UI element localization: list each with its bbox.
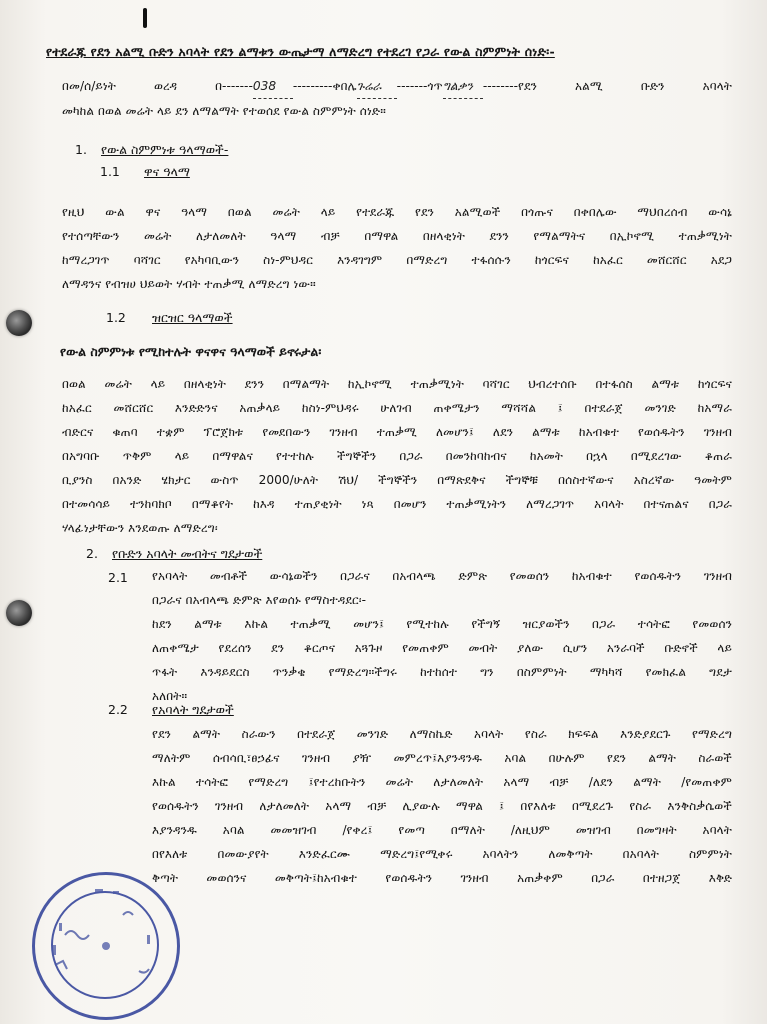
section-1-1-heading: 1.1 ዋና ዓላማ xyxy=(100,164,190,179)
paragraph-line: ለማዳንና የብዝሀ ህይወት ሃብት ተጠቃሚ ለማድረግ ነው። xyxy=(62,277,316,291)
section-2-2-heading: የአባላት ግደታወች xyxy=(152,702,234,717)
section-2-2-body xyxy=(152,722,732,890)
section-2-1-heading: የአባላት መብቶች ውሳኔወችን በጋራና በአብላጫ ድምጽ የመወሰን ከአብቁተ የወሰዱትን ገንዘብ xyxy=(152,569,732,583)
section-1-1-body xyxy=(62,200,732,296)
paragraph-line: በየእለቱ በመውያየት እንድፈርሙ ማድረግ፤የሚቀሩ አባላትን ለመቅጣት በአባላት ስምምነት xyxy=(152,847,732,861)
section-1-2-lead: የውል ስምምነቱ የሚከተሉት ዋናዋና ዓላማወች ይኖሩታል፡ xyxy=(60,344,322,359)
section-2-1-body xyxy=(152,564,732,708)
intro-line-2: መካከል በወል መሬት ላይ ደን ለማልማት የተወሰደ የውል ስምምነት ሰነድ። xyxy=(62,104,386,118)
paragraph-line: አለበት። xyxy=(152,689,188,703)
section-1-2-heading: 1.2 ዝርዝር ዓላማወች xyxy=(106,310,233,325)
paragraph-line: በወል መሬት ላይ በዘላቂነት ደንን በማልማት ከኢኮኖሚ ተጠቃሚነት ባሻገር ህብረተሰቡ በተፋሰስ ልማቱ ከጎርፍና xyxy=(62,377,732,391)
official-seal-icon xyxy=(32,872,180,1020)
document-title: የተደራጁ የደን አልሚ ቡድን አባላት የደን ልማቱን ውጤታማ ለማድረግ የተደረገ የጋራ የውል ስምምነት ሰነድ፡- xyxy=(46,44,555,59)
section-2-2-number: 2.2 xyxy=(108,702,128,717)
section-1-2-body xyxy=(62,372,732,540)
paragraph-line: ብድርና ቁጠባ ተቋም ፕሮጀክቱ የመደበውን ገንዘብ ተጠቃሚ ለመሆን፤ ለደን ልማቱ ከአብቁተ የወሰዱትን ገንዘብ xyxy=(62,425,732,439)
paragraph-line: እኩል ተሳትፎ የማድረግ ፤የተረከቡትን መሬት ለታለመለት አላማ ብቻ /ለደን ልማት /የመጠቀም xyxy=(152,775,732,789)
paragraph-line: ማለትም ሰብሳቢ፣ፀኃፊና ገንዘብ ያዥ መምረጥ፤እያንዳንዱ አባል በሁሉም የደን ልማት ስራወች xyxy=(152,751,732,765)
paragraph-line: የወሰዱትን ገንዘብ ለታለመለት አላማ ብቻ ሊያውሉ ማዋል ፤ በየእለቱ በሚደረጉ የስራ እንቅስቃሴወች xyxy=(152,799,732,813)
kebele-field: ጉሬራ xyxy=(357,74,397,99)
intro-line-1: በመ/ሰ/ይነት ወረዳ በ-------038 ---------ቀበሌጉሬራ -------ጎጥግልቃን --------የደን አልሚ ቡድን አባላት xyxy=(62,74,732,99)
paragraph-line: የተሰጣቸውን መሬት ለታለመለት ዓላማ ብቻ በማዋል በዘላቂነት ደንን የማልማትና በኢኮኖሚ ተጠቃሚነት xyxy=(62,229,732,243)
section-2-heading: 2. የቡድን አባላት መብትና ግደታወች xyxy=(86,546,263,561)
intro-paragraph xyxy=(62,74,732,123)
section-1-heading: 1. የውል ስምምነቱ ዓላማወች- xyxy=(75,142,229,157)
paragraph-line: ከአፈር መሸርሸር እንድድንና አጠቃላይ ከስነ-ምህዳሩ ሁለገብ ጠቀሜታን ማሻሻል ፤ በተደራጀ መንገድ ከአማራ xyxy=(62,401,732,415)
paragraph-line: በጋራና በአብላጫ ድምጽ እየወሰኑ የማስተዳደር፡- xyxy=(152,593,367,607)
paragraph-line: ቢያንስ በአንድ ሄክታር ውስጥ 2000/ሁለት ሽህ/ ችግኞችን በማጽደቅና ችግኞቹ በሰስተኛውና አስረኛው ዓመትም xyxy=(62,473,732,487)
number-field: 038 xyxy=(253,74,293,99)
got-field: ግልቃን xyxy=(443,74,483,99)
paragraph-line: ከማረጋገጥ ባሻገር የአካባቢውን ስነ-ምህዳር እንዳገግም በማድረግ ተፋሰሱን ከጎርፍና ከአፈር መሸርሸር አደጋ xyxy=(62,253,732,267)
ink-mark xyxy=(143,8,147,28)
paragraph-line: ቅጣት መወሰንና መቅጣት፤ከአብቁተ የወሰዱትን ገንዘብ አጠቃቀም በጋራ በተዘጋጀ እቅድ xyxy=(152,871,732,885)
paragraph-line: እያንዳንዱ አባል መመዝገብ /የቀረ፤ የመጣ በማለት /ለዚህም መዝገብ በመግዛት አባላት xyxy=(152,823,732,837)
paragraph-line: ለጠቀሜታ የደረሰን ደን ቆርጦና አጓጉዞ የመጠቀም መብት ያለው ሲሆን አንራባች ቡድኖች ላይ xyxy=(152,641,732,655)
paragraph-line: የደን ልማት ስራውን በተደራጀ መንገድ ለማስኬድ አባላት የስራ ክፍፍል እንድያደርጉ የማድረግ xyxy=(152,727,732,741)
section-2-1-number: 2.1 xyxy=(108,570,128,585)
punch-hole-icon xyxy=(6,310,32,336)
paragraph-line: የዚህ ውል ዋና ዓላማ በወል መሬት ላይ የተደራጁ የደን አልሚወች በጎጡና በቀበሌው ማህበረሰብ ውሳኔ xyxy=(62,205,732,219)
paragraph-line: በተመሳሳይ ተንከባክቦ በማቆየት ከእዳ ተጠያቂነት ነጻ በመሆን ተጠቃሚነትን ለማረጋገጥ አባላት በተናጠልና በጋራ xyxy=(62,497,732,511)
punch-hole-icon xyxy=(6,600,32,626)
paragraph-line: ሃላፊነታቸውን እንደወጡ ለማድረግ፡ xyxy=(62,521,218,535)
paragraph-line: በአግባቡ ጥቅም ላይ በማዋልና የተተከሉ ችግኞችን በጋራ በመንከባከብና ከአመት በኋላ በሚደረገው ቆጠራ xyxy=(62,449,732,463)
paragraph-line: ከደን ልማቱ እኩል ተጠቃሚ መሆን፤ የሚተከሉ የችግኝ ዝርያወችን በጋራ ተሳትፎ የመወሰን xyxy=(152,617,732,631)
paragraph-line: ጥፋት እንዳይደርስ ጥንቃቄ የማድረግ።ችግሩ ከተከሰተ ግን በስምምነት ማካካሻ የመክፈል ግደታ xyxy=(152,665,732,679)
